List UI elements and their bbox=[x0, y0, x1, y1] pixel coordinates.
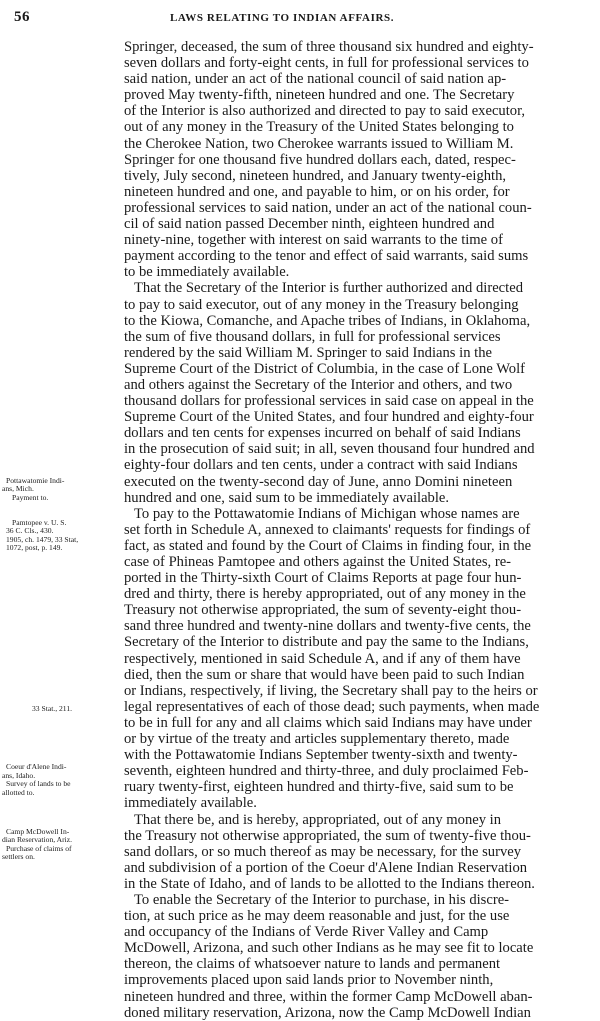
body-line: immediately available. bbox=[124, 795, 257, 812]
margin-note-coeur: ans, Idaho. bbox=[2, 770, 36, 780]
body-line: That there be, and is hereby, appropriated, out of any money in bbox=[134, 811, 502, 828]
margin-note-pamtopee: 1905, ch. 1479, 33 Stat, bbox=[6, 534, 79, 544]
body-line: To enable the Secretary of the Interior to purchase, in his discre- bbox=[134, 891, 510, 908]
body-line: ported in the Thirty-sixth Court of Claims Reports at page four hun- bbox=[124, 570, 522, 587]
body-line: and others against the Secretary of the Interior and others, and two bbox=[124, 376, 513, 393]
body-line: and occupancy of the Indians of Verde River Valley and Camp bbox=[124, 924, 489, 941]
body-line: to the Kiowa, Comanche, and Apache tribes of Indians, in Oklahoma, bbox=[124, 312, 531, 329]
body-line: case of Phineas Pamtopee and others against the United States, re- bbox=[124, 554, 512, 570]
body-line: fact, as stated and found by the Court of Claims in finding four, in the bbox=[124, 537, 532, 554]
body-line: ruary twenty-first, eighteen hundred and thirty-five, said sum to be bbox=[124, 779, 514, 796]
margin-note-pottawatomie: Payment to. bbox=[12, 492, 49, 502]
body-line: Secretary of the Interior to distribute and pay the same to the Indians, bbox=[124, 634, 529, 651]
body-line: payment according to the tenor and effect of said warrants, said sums bbox=[124, 248, 529, 265]
body-line: Supreme Court of the District of Columbia, in the case of Lone Wolf bbox=[124, 360, 526, 377]
body-text bbox=[124, 39, 584, 1021]
margin-note-pamtopee: 1072, post, p. 149. bbox=[6, 543, 63, 553]
body-line: To pay to the Pottawatomie Indians of Michigan whose names are bbox=[134, 505, 520, 522]
body-line: in the State of Idaho, and of lands to be allotted to the Indians thereon. bbox=[124, 875, 535, 892]
body-line: the sum of five thousand dollars, in full for professional services bbox=[124, 328, 501, 345]
body-line: thousand dollars for professional services in said case on appeal in the bbox=[124, 393, 534, 410]
margin-note-mcdowell: Purchase of claims of bbox=[6, 843, 72, 853]
body-line: Springer for one thousand five hundred dollars each, dated, respec- bbox=[124, 151, 516, 168]
margin-note-coeur: Coeur d'Alene Indi- bbox=[6, 762, 67, 772]
body-line: dollars and ten cents for expenses incurred on behalf of said Indians bbox=[124, 425, 521, 442]
margin-note-mcdowell: Camp McDowell In- bbox=[6, 826, 70, 836]
body-line: legal representatives of each of those dead; such payments, when made bbox=[124, 698, 540, 715]
body-line: ninety-nine, together with interest on said warrants to the time of bbox=[124, 232, 503, 249]
body-line: McDowell, Arizona, and such other Indians as he may see fit to locate bbox=[124, 940, 534, 957]
body-line: proved May twenty-fifth, nineteen hundred and one. The Secretary bbox=[124, 87, 515, 104]
margin-note-coeur: Survey of lands to be bbox=[6, 779, 71, 789]
body-line: or by virtue of the treaty and articles supplementary thereto, made bbox=[124, 731, 510, 748]
body-line: set forth in Schedule A, annexed to claimants' requests for findings of bbox=[124, 521, 531, 538]
body-line: seventh, eighteen hundred and thirty-three, and duly proclaimed Feb- bbox=[124, 763, 529, 780]
body-line: dred and thirty, there is hereby appropriated, out of any money in the bbox=[124, 586, 526, 603]
margin-note-stat-211: 33 Stat., 211. bbox=[32, 704, 73, 714]
body-line: or Indians, respectively, if living, the Secretary shall pay to the heirs or bbox=[124, 682, 538, 699]
body-line: Springer, deceased, the sum of three thousand six hundred and eighty- bbox=[124, 39, 534, 55]
margin-note-pamtopee: Pamtopee v. U. S. bbox=[12, 517, 67, 527]
body-line: with the Pottawatomie Indians September twenty-sixth and twenty- bbox=[124, 747, 518, 764]
body-line: professional services to said nation, under an act of the national coun- bbox=[124, 199, 532, 216]
margin-note-mcdowell: settlers on. bbox=[2, 852, 35, 862]
body-line: executed on the twenty-second day of June, anno Domini nineteen bbox=[124, 473, 513, 490]
body-line: rendered by the said William M. Springer to said Indians in the bbox=[124, 344, 492, 361]
body-line: Supreme Court of the United States, and four hundred and eighty-four bbox=[124, 409, 534, 426]
body-line: to be in full for any and all claims which said Indians may have under bbox=[124, 714, 532, 731]
body-line: eighty-four dollars and ten cents, under a contract with said Indians bbox=[124, 457, 518, 474]
body-line: tion, at such price as he may deem reasonable and just, for the use bbox=[124, 908, 510, 925]
body-line: sand dollars, or so much thereof as may be necessary, for the survey bbox=[124, 843, 522, 860]
body-line: improvements placed upon said lands prior to November ninth, bbox=[124, 972, 494, 989]
body-line: doned military reservation, Arizona, now the Camp McDowell Indian bbox=[124, 1004, 531, 1021]
body-line: and subdivision of a portion of the Coeur d'Alene Indian Reservation bbox=[124, 859, 528, 876]
margin-note-pottawatomie: Pottawatomie Indi- bbox=[6, 475, 65, 485]
page-number: 56 bbox=[14, 9, 30, 25]
body-line: Treasury not otherwise appropriated, the sum of seventy-eight thou- bbox=[124, 602, 522, 619]
margin-note-pottawatomie: ans, Mich. bbox=[2, 484, 34, 494]
body-line: nineteen hundred and one, and payable to him, or on his order, for bbox=[124, 183, 510, 200]
margin-note-pamtopee: 36 C. Cls., 430. bbox=[6, 526, 54, 536]
body-line: tively, July second, nineteen hundred, and January twenty-eighth, bbox=[124, 167, 507, 184]
body-line: That the Secretary of the Interior is further authorized and directed bbox=[134, 280, 523, 297]
margin-note-mcdowell: dian Reservation, Ariz. bbox=[2, 835, 73, 845]
body-line: in the prosecution of said suit; in all, seven thousand four hundred and bbox=[124, 441, 535, 458]
body-line: to pay to said executor, out of any money in the Treasury belonging bbox=[124, 296, 519, 313]
margin-notes bbox=[0, 0, 124, 947]
running-head: LAWS RELATING TO INDIAN AFFAIRS. bbox=[170, 12, 395, 24]
body-line: cil of said nation passed December ninth, eighteen hundred and bbox=[124, 216, 495, 233]
body-line: of the Interior is also authorized and directed to pay to said executor, bbox=[124, 103, 526, 120]
body-line: the Treasury not otherwise appropriated, the sum of twenty-five thou- bbox=[124, 827, 531, 844]
margin-note-coeur: allotted to. bbox=[2, 788, 35, 798]
body-line: said nation, under an act of the national council of said nation ap- bbox=[124, 71, 507, 88]
body-line: nineteen hundred and three, within the former Camp McDowell aban- bbox=[124, 988, 533, 1005]
body-line: hundred and one, said sum to be immediately available. bbox=[124, 489, 450, 506]
body-line: out of any money in the Treasury of the United States belonging to bbox=[124, 119, 514, 136]
body-line: to be immediately available. bbox=[124, 264, 290, 281]
body-line: sand three hundred and twenty-nine dollars and twenty-five cents, the bbox=[124, 618, 531, 635]
body-line: seven dollars and forty-eight cents, in full for professional services to bbox=[124, 55, 529, 72]
body-line: died, then the sum or share that would have been paid to such Indian bbox=[124, 666, 525, 683]
body-line: respectively, mentioned in said Schedule A, and if any of them have bbox=[124, 650, 521, 667]
body-line: thereon, the claims of whatsoever nature to lands and permanent bbox=[124, 956, 501, 973]
body-line: the Cherokee Nation, two Cherokee warrants issued to William M. bbox=[124, 135, 514, 152]
